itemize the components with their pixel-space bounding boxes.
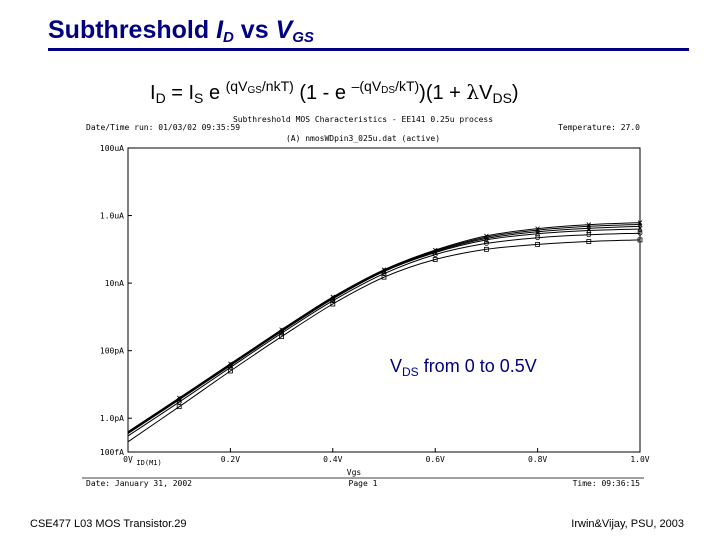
vds-note-sub: DS (402, 365, 419, 379)
eq-exponent-1 (226, 78, 294, 94)
subthreshold-equation (150, 78, 519, 106)
vds-range-note (390, 356, 537, 379)
y-tick-label: 1.0uA (99, 211, 124, 221)
plot-header-line1: Subthreshold MOS Characteristics - EE141 0.25u process (232, 115, 494, 124)
eq-i: I (150, 82, 156, 104)
plot-header-line2: (A) nmosWDpin3_025u.dat (active) (285, 134, 441, 143)
title-vgs-sub: GS (292, 29, 314, 46)
eq-end: ) (511, 82, 519, 104)
title-underline (48, 48, 689, 51)
eq-ds-sub: DS (492, 90, 512, 106)
eq-s-sub: S (194, 90, 204, 106)
title-prefix: Subthreshold (48, 16, 217, 44)
vds-note-rest: from 0 to 0.5V (418, 356, 537, 376)
x-tick-label: 0.6V (425, 455, 445, 464)
plot-footer-time: Time: 09:36:15 (572, 479, 640, 488)
eq-exp1-c: /nkT) (261, 78, 294, 94)
plot-footer-date: Date: January 31, 2002 (86, 479, 192, 488)
eq-exp1-sub: GS (247, 85, 262, 96)
eq-e: e (203, 82, 226, 104)
eq-paren: (1 - e (293, 82, 352, 104)
y-tick-label: 100pA (99, 346, 124, 356)
plot-temperature: Temperature: 27.0 (558, 123, 640, 132)
title-mid: vs (233, 16, 276, 44)
eq-lambda: λ (466, 80, 480, 104)
plot-x-label: Vgs (346, 468, 362, 477)
eq-exp2-sub: DS (381, 85, 396, 96)
slide-title (48, 16, 314, 46)
y-tick-label: 100fA (99, 448, 124, 457)
title-vgs-main: V (275, 16, 293, 44)
eq-exp2-a: –(qV (351, 78, 382, 94)
x-tick-label: 0.4V (323, 455, 343, 464)
plot-date-time: Date/Time run: 01/03/02 09:35:59 (86, 123, 241, 132)
plot-background (82, 114, 644, 490)
footer-credit: Irwin&Vijay, PSU, 2003 (571, 518, 684, 530)
y-tick-label: 100uA (99, 144, 124, 153)
eq-exp2-c: /kT) (395, 78, 420, 94)
footer-course: CSE477 L03 MOS Transistor.29 (30, 518, 187, 530)
eq-exp1-a: (qV (225, 78, 248, 94)
y-tick-label: 10nA (104, 279, 124, 289)
title-id (216, 16, 234, 44)
eq-d-sub: D (155, 90, 166, 106)
eq-close: )(1 + (419, 82, 467, 104)
title-vgs (276, 16, 314, 44)
eq-exponent-2 (352, 78, 420, 94)
plot-legend-entry: - ID(M1) (128, 459, 162, 467)
title-id-main: I (216, 16, 224, 44)
subthreshold-plot (82, 114, 650, 490)
eq-equals-i: = I (165, 82, 195, 104)
vds-note-v: V (390, 356, 403, 376)
eq-v: V (479, 82, 493, 104)
x-tick-label: 0.8V (527, 455, 548, 464)
x-tick-label: 0V (123, 455, 133, 464)
title-id-sub: D (223, 29, 234, 46)
x-tick-label: 1.0V (630, 455, 650, 464)
plot-footer-page: Page 1 (348, 479, 378, 488)
x-tick-label: 0.2V (220, 455, 241, 464)
y-tick-label: 1.0pA (99, 414, 124, 424)
